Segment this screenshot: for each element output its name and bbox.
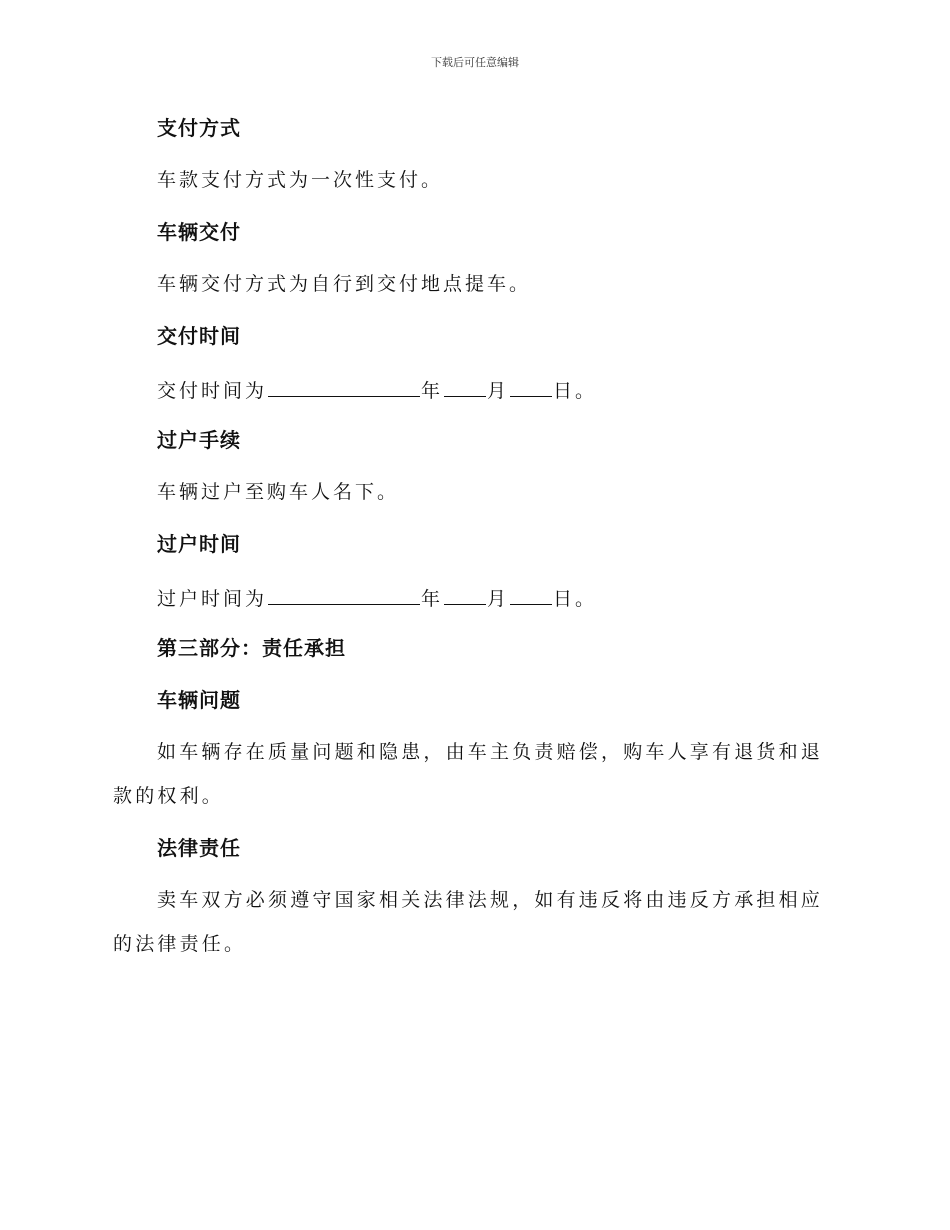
transfer-year-blank[interactable] <box>268 580 420 605</box>
delivery-text: 车辆交付方式为自行到交付地点提车。 <box>157 273 532 295</box>
heading-delivery-time: 交付时间 <box>157 324 241 348</box>
delivery-day-label: 日。 <box>553 380 598 402</box>
legal-text: 卖车双方必须遵守国家相关法律法规，如有违反将由违反方承担相应的法律责任。 <box>113 889 824 955</box>
transfer-time-line <box>113 580 833 612</box>
transfer-month-label: 月 <box>487 588 510 610</box>
heading-part-three: 第三部分：责任承担 <box>157 636 346 660</box>
heading-payment: 支付方式 <box>157 116 241 140</box>
heading-transfer: 过户手续 <box>157 428 241 452</box>
transfer-year-label: 年 <box>421 588 444 610</box>
transfer-time-prefix: 过户时间为 <box>157 588 268 610</box>
delivery-month-label: 月 <box>487 380 510 402</box>
delivery-time-line <box>113 372 833 404</box>
heading-delivery: 车辆交付 <box>157 220 241 244</box>
delivery-month-blank[interactable] <box>444 372 486 397</box>
vehicle-issue-text: 如车辆存在质量问题和隐患，由车主负责赔偿，购车人享有退货和退款的权利。 <box>113 741 824 807</box>
transfer-day-blank[interactable] <box>510 580 552 605</box>
delivery-year-blank[interactable] <box>268 372 420 397</box>
delivery-time-prefix: 交付时间为 <box>157 380 268 402</box>
heading-legal: 法律责任 <box>157 836 241 860</box>
page-header-note: 下载后可任意编辑 <box>431 56 519 69</box>
payment-text: 车款支付方式为一次性支付。 <box>157 169 444 191</box>
transfer-day-label: 日。 <box>553 588 598 610</box>
delivery-day-blank[interactable] <box>510 372 552 397</box>
transfer-text: 车辆过户至购车人名下。 <box>157 481 400 503</box>
heading-vehicle-issue: 车辆问题 <box>157 688 241 712</box>
transfer-month-blank[interactable] <box>444 580 486 605</box>
delivery-year-label: 年 <box>421 380 444 402</box>
document-body <box>113 112 833 980</box>
heading-transfer-time: 过户时间 <box>157 532 241 556</box>
